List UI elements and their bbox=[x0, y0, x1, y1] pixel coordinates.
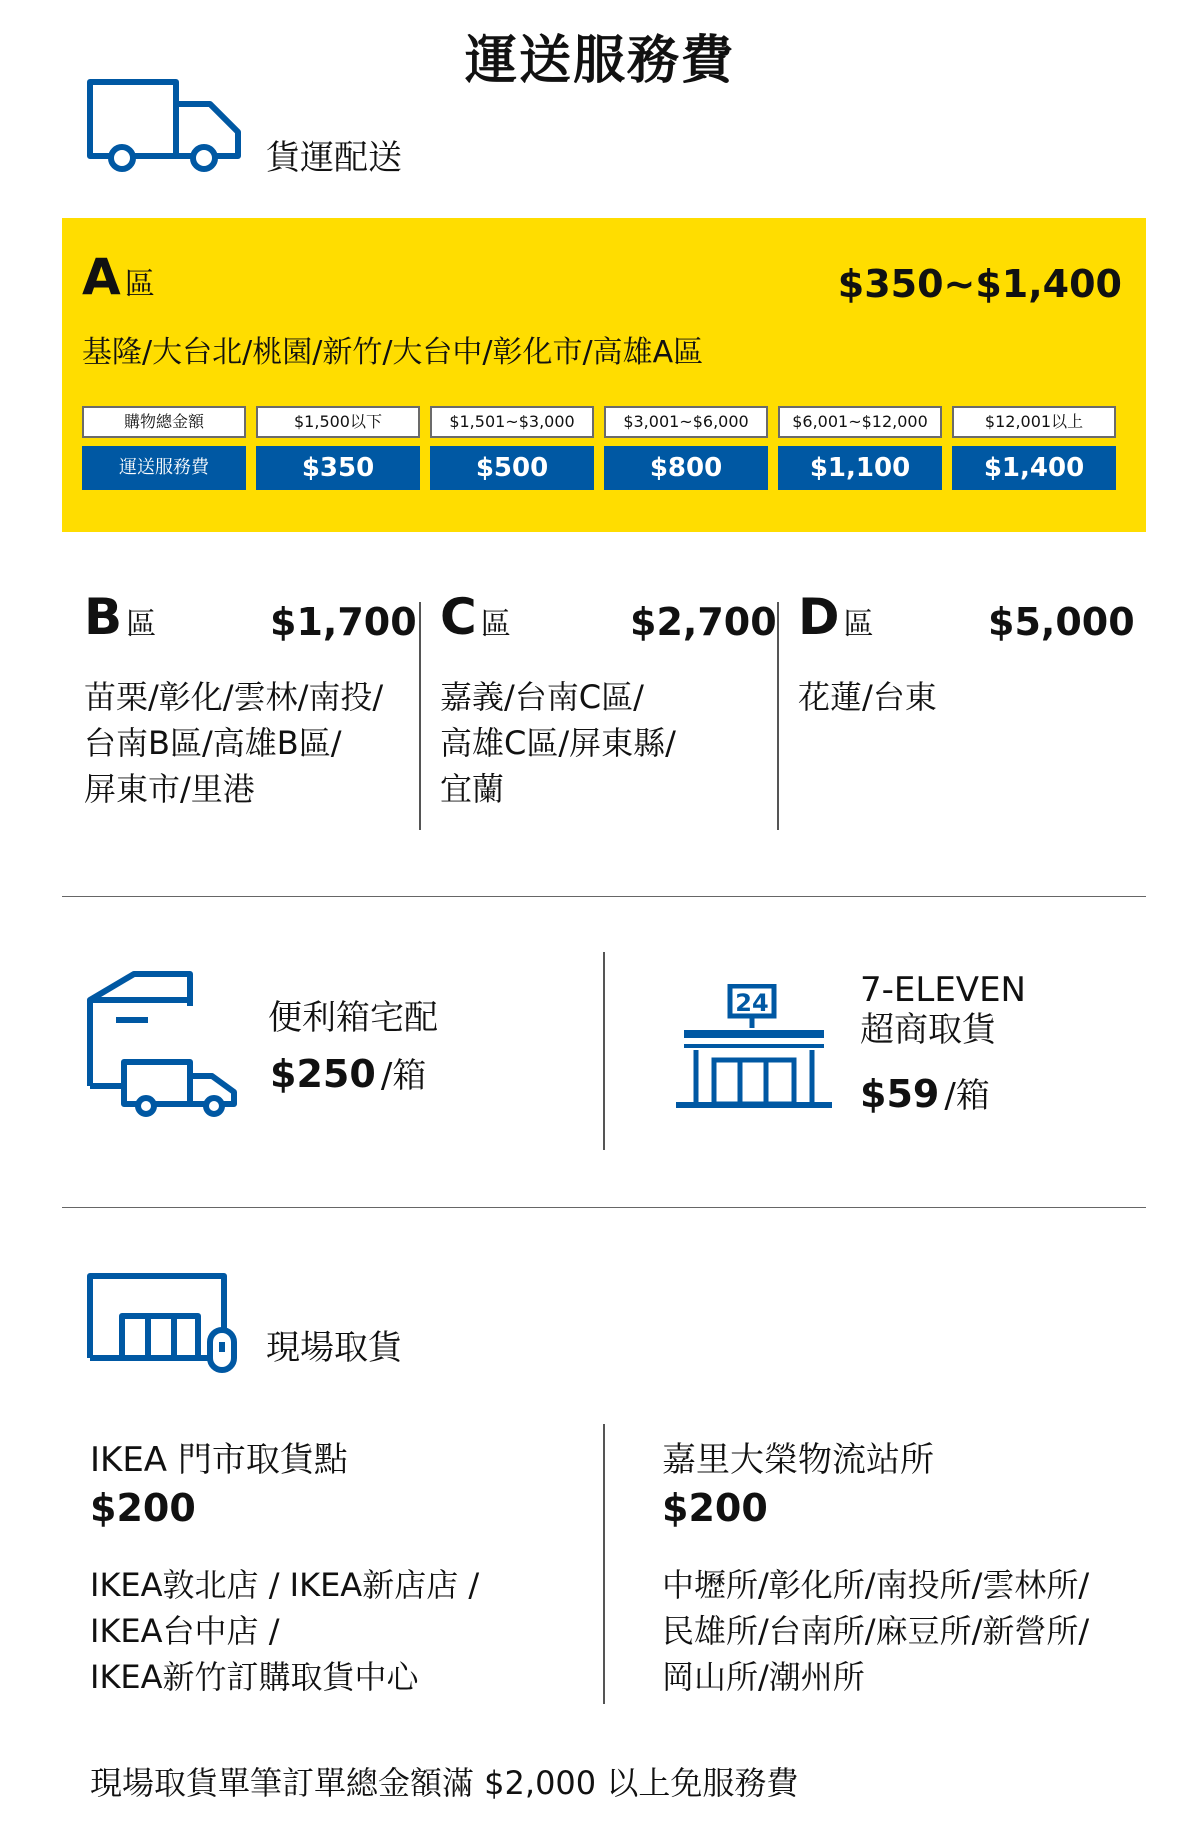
tier-value-cell: 運送服務費 bbox=[82, 446, 246, 490]
seven-eleven-unit: /箱 bbox=[944, 1076, 990, 1116]
logistics-station-line: 岡山所/潮州所 bbox=[662, 1658, 865, 1696]
zone-d-price: $5,000 bbox=[988, 600, 1135, 644]
tier-header-cell: 購物總金額 bbox=[82, 406, 246, 438]
zone-c-area-line: 嘉義/台南C區/ bbox=[440, 678, 644, 716]
zone-a-price: $350~$1,400 bbox=[837, 262, 1122, 306]
box-delivery-label: 便利箱宅配 bbox=[268, 998, 438, 1038]
delivery-label: 貨運配送 bbox=[266, 138, 402, 178]
zone-d-areas bbox=[798, 674, 937, 720]
box-delivery-price: $250 bbox=[270, 1052, 376, 1096]
ikea-pickup-stores bbox=[90, 1562, 479, 1700]
zone-b-suffix: 區 bbox=[126, 607, 157, 642]
section-divider-vertical bbox=[603, 952, 605, 1150]
zone-d-heading bbox=[798, 588, 874, 646]
convenience-store-icon bbox=[676, 984, 832, 1110]
ikea-pickup-title: IKEA 門市取貨點 bbox=[90, 1440, 348, 1480]
zone-c-area-line: 宜蘭 bbox=[440, 770, 505, 808]
tier-value-cell: $1,400 bbox=[952, 446, 1116, 490]
pickup-free-note: 現場取貨單筆訂單總金額滿 $2,000 以上免服務費 bbox=[90, 1764, 799, 1802]
tier-value-cell: $350 bbox=[256, 446, 420, 490]
tier-header-cell: $1,500以下 bbox=[256, 406, 420, 438]
logistics-pickup-stations bbox=[662, 1562, 1089, 1700]
logistics-station-line: 民雄所/台南所/麻豆所/新營所/ bbox=[662, 1612, 1090, 1650]
zone-a-panel bbox=[62, 218, 1146, 532]
tier-value-cell: $800 bbox=[604, 446, 768, 490]
pickup-label: 現場取貨 bbox=[266, 1328, 402, 1368]
zone-b-letter: B bbox=[84, 588, 123, 646]
zone-a-tier-table bbox=[82, 406, 1142, 506]
zone-c-areas bbox=[440, 674, 676, 812]
zone-b-area-line: 苗栗/彰化/雲林/南投/ bbox=[84, 678, 384, 716]
page-title: 運送服務費 bbox=[464, 31, 735, 91]
zone-d-area-line: 花蓮/台東 bbox=[798, 678, 937, 716]
zone-b-areas bbox=[84, 674, 383, 812]
zone-d-letter: D bbox=[798, 588, 840, 646]
seven-eleven-title bbox=[860, 970, 1026, 1050]
zone-c-heading bbox=[440, 588, 511, 646]
zone-d-suffix: 區 bbox=[843, 607, 874, 642]
zone-a-heading bbox=[82, 248, 155, 306]
tier-header-cell: $1,501~$3,000 bbox=[430, 406, 594, 438]
seven-eleven-price: $59 bbox=[860, 1072, 940, 1116]
tier-header-cell: $12,001以上 bbox=[952, 406, 1116, 438]
seven-eleven-service: 超商取貨 bbox=[860, 1010, 996, 1050]
logistics-pickup-price: $200 bbox=[662, 1486, 768, 1530]
ikea-store-line: IKEA敦北店 / IKEA新店店 / bbox=[90, 1566, 480, 1604]
logistics-pickup-title: 嘉里大榮物流站所 bbox=[662, 1440, 934, 1480]
zone-b-heading bbox=[84, 588, 156, 646]
tier-header-cell: $6,001~$12,000 bbox=[778, 406, 942, 438]
zone-b-area-line: 屏東市/里港 bbox=[84, 770, 255, 808]
store-sign-text: 24 bbox=[735, 989, 769, 1017]
ikea-store-line: IKEA台中店 / bbox=[90, 1612, 280, 1650]
pickup-store-icon bbox=[86, 1272, 246, 1376]
box-delivery-icon bbox=[86, 968, 240, 1120]
ikea-pickup-price: $200 bbox=[90, 1486, 196, 1530]
zone-c-price: $2,700 bbox=[630, 600, 777, 644]
box-delivery-unit: /箱 bbox=[380, 1056, 427, 1096]
section-divider bbox=[62, 896, 1146, 897]
section-divider bbox=[62, 1207, 1146, 1208]
ikea-store-line: IKEA新竹訂購取貨中心 bbox=[90, 1658, 419, 1696]
zone-a-suffix: 區 bbox=[124, 267, 155, 302]
zone-divider bbox=[777, 602, 779, 830]
zone-divider bbox=[419, 602, 421, 830]
tier-value-cell: $1,100 bbox=[778, 446, 942, 490]
seven-eleven-price-line bbox=[860, 1068, 990, 1117]
zone-c-letter: C bbox=[440, 588, 477, 646]
tier-header-cell: $3,001~$6,000 bbox=[604, 406, 768, 438]
seven-eleven-name: 7-ELEVEN bbox=[860, 970, 1026, 1010]
section-divider-vertical bbox=[603, 1424, 605, 1704]
truck-icon bbox=[86, 78, 246, 174]
zone-c-suffix: 區 bbox=[480, 607, 511, 642]
zone-b-area-line: 台南B區/高雄B區/ bbox=[84, 724, 342, 762]
zone-a-areas: 基隆/大台北/桃園/新竹/大台中/彰化市/高雄A區 bbox=[82, 335, 704, 370]
zone-a-letter: A bbox=[82, 248, 121, 306]
zone-b-price: $1,700 bbox=[270, 600, 417, 644]
logistics-station-line: 中壢所/彰化所/南投所/雲林所/ bbox=[662, 1566, 1090, 1604]
box-delivery-price-line bbox=[270, 1048, 426, 1097]
zone-c-area-line: 高雄C區/屏東縣/ bbox=[440, 724, 676, 762]
tier-value-cell: $500 bbox=[430, 446, 594, 490]
